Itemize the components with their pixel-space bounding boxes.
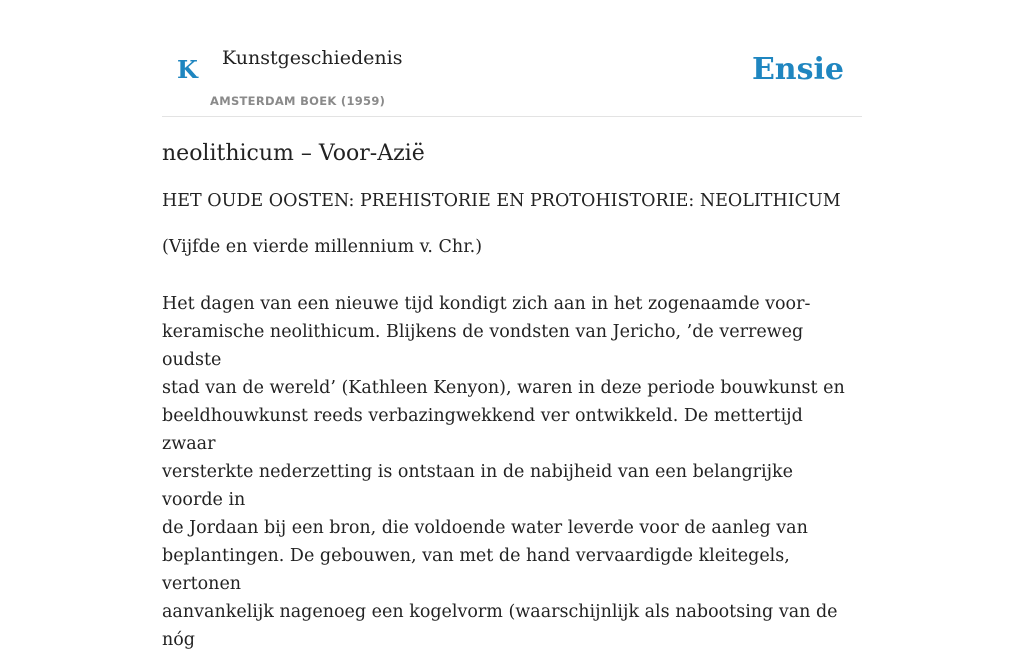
header xyxy=(162,0,862,117)
body-line: de Jordaan bij een bron, die voldoende water leverde voor de aanleg van xyxy=(162,518,808,538)
body-line: versterkte nederzetting is ontstaan in de nabijheid van een belangrijke voorde in xyxy=(162,462,793,510)
period-note: (Vijfde en vierde millennium v. Chr.) xyxy=(162,237,483,257)
article-title: neolithicum – Voor-Azië xyxy=(162,141,425,166)
body-line: beplantingen. De gebouwen, van met de hand vervaardigde kleitegels, vertonen xyxy=(162,546,790,594)
section-heading: HET OUDE OOSTEN: PREHISTORIE EN PROTOHISTORIE: NEOLITHICUM xyxy=(162,191,841,211)
body-line: keramische neolithicum. Blijkens de vondsten van Jericho, ’de verreweg oudste xyxy=(162,322,804,370)
book-subtitle: AMSTERDAM BOEK (1959) xyxy=(210,94,386,108)
article-body xyxy=(162,290,852,654)
article xyxy=(162,138,862,654)
body-line: beeldhouwkunst reeds verbazingwekkend ver ontwikkeld. De mettertijd zwaar xyxy=(162,406,803,454)
body-line: stad van de wereld’ (Kathleen Kenyon), waren in deze periode bouwkunst en xyxy=(162,378,845,398)
book-title-link[interactable]: Kunstgeschiedenis xyxy=(222,47,403,69)
ensie-logo[interactable]: Ensie xyxy=(751,52,844,87)
body-line: aanvankelijk nagenoeg een kogelvorm (waarschijnlijk als nabootsing van de nóg xyxy=(162,602,838,650)
book-logo-icon[interactable]: K xyxy=(177,55,198,84)
body-line: Het dagen van een nieuwe tijd kondigt zich aan in het zogenaamde voor- xyxy=(162,294,811,314)
